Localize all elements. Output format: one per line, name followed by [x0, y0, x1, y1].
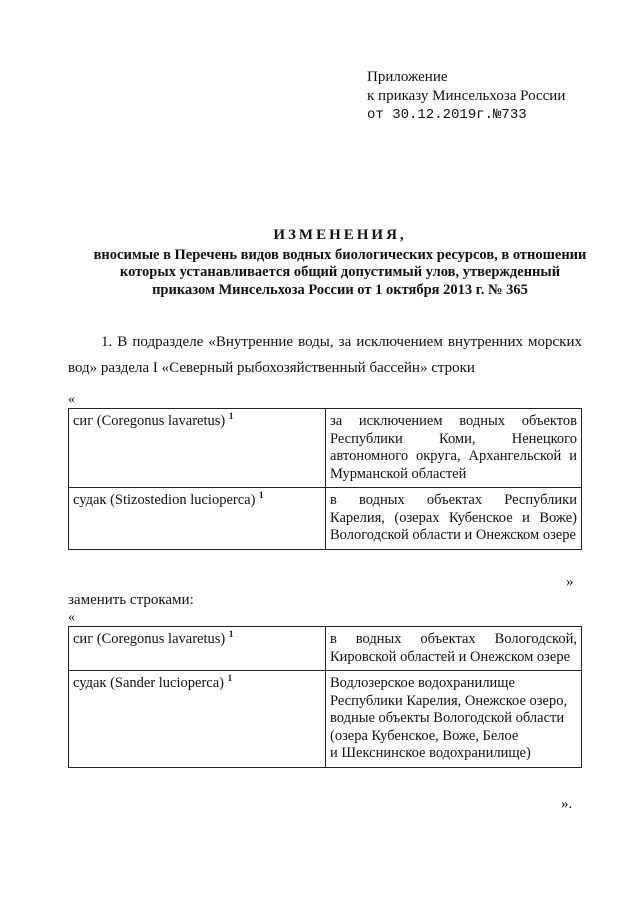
old-rows-table — [68, 408, 582, 550]
species-cell: судак (Sander lucioperca) $^1$ — [69, 671, 326, 768]
new-rows-open-quote: « — [68, 610, 75, 625]
table-row — [69, 671, 582, 768]
document-heading — [60, 227, 620, 299]
scope-cell: за исключением водных объектов Республики Коми, Ненецкого автономного округа, Архангельской и Мурманской областей — [326, 409, 582, 488]
scope-cell: в водных объектах Вологодской, Кировской областей и Онежском озере — [326, 627, 582, 671]
heading-line-3: приказом Минсельхоза России от 1 октября 2013 г. № 365 — [152, 281, 528, 298]
new-rows-table — [68, 626, 582, 768]
species-cell: судак (Stizostedion lucioperca) $^1$ — [69, 488, 326, 550]
heading-title: ИЗМЕНЕНИЯ, — [273, 227, 407, 243]
heading-line-1: вносимые в Перечень видов водных биологических ресурсов, в отношении — [93, 246, 587, 263]
old-rows-close-quote: » — [566, 574, 574, 590]
scope-line: Водлозерское водохранилище — [330, 675, 515, 691]
scope-cell: в водных объектах Республики Карелия, (озерах Кубенское и Воже) Вологодской области и Онежском озере — [326, 488, 582, 550]
table-row — [69, 488, 582, 550]
table-row — [69, 627, 582, 671]
scope-cell — [326, 671, 582, 768]
replace-label: заменить строками: — [68, 592, 194, 608]
scope-line: Республики Карелия, Онежское озеро, — [330, 692, 568, 709]
paragraph-line-2: вод» раздела I «Северный рыбохозяйственный бассейн» строки — [68, 360, 475, 376]
species-cell: сиг (Coregonus lavaretus) $^1$ — [69, 627, 326, 671]
table-row — [69, 409, 582, 488]
appendix-block — [367, 68, 565, 125]
scope-line: (озера Кубенское, Воже, Белое — [330, 727, 519, 744]
appendix-title: Приложение — [367, 69, 448, 85]
paragraph-line-1: 1. В подразделе «Внутренние воды, за исключением внутренних морских — [101, 334, 582, 350]
heading-line-2: которых устанавливается общий допустимый улов, утвержденный — [119, 264, 561, 280]
appendix-order-date: от 30.12.2019г.№733 — [367, 107, 527, 123]
scope-line: и Шекснинское водохранилище) — [330, 745, 531, 761]
new-rows-close-quote: ». — [561, 796, 573, 812]
species-cell: сиг (Coregonus lavaretus) $^1$ — [69, 409, 326, 488]
old-rows-open-quote: « — [68, 392, 75, 407]
appendix-order-ref: к приказу Минсельхоза России — [367, 88, 566, 104]
body-paragraph — [68, 329, 582, 381]
scope-line: водные объекты Вологодской области — [330, 710, 565, 726]
